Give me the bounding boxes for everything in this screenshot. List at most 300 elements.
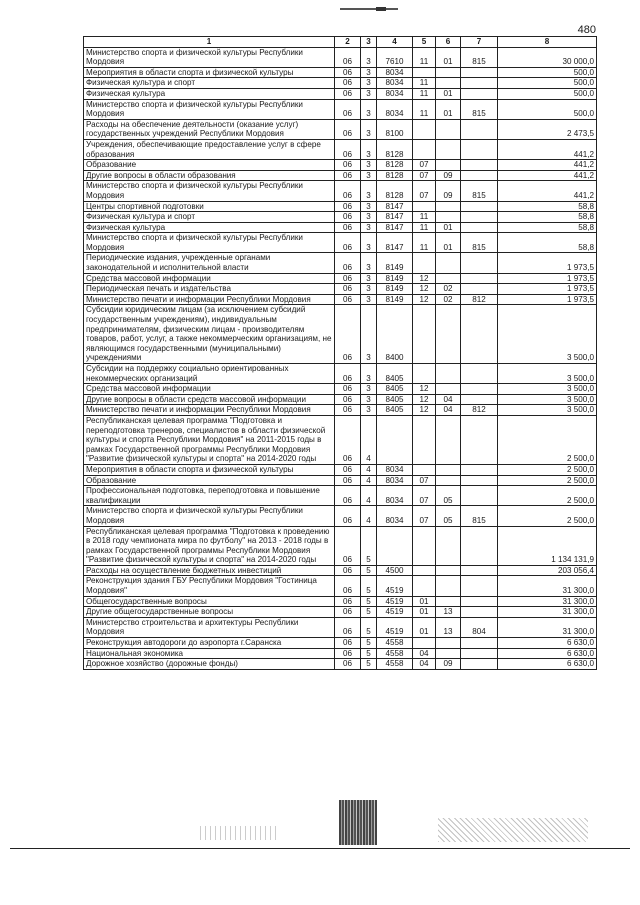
row-name: Министерство спорта и физической культуры Республики Мордовия <box>84 506 335 526</box>
code-cell: 4 <box>361 464 377 475</box>
amount-cell: 3 500,0 <box>498 364 597 384</box>
row-name: Министерство спорта и физической культуры Республики Мордовия <box>84 99 335 119</box>
code-cell <box>436 273 461 284</box>
table-row <box>84 67 597 78</box>
code-cell: 05 <box>436 486 461 506</box>
code-cell <box>413 576 436 596</box>
code-cell: 8405 <box>377 394 413 405</box>
column-header: 3 <box>361 37 377 48</box>
page-bottom-rule <box>10 848 630 849</box>
code-cell: 11 <box>413 212 436 223</box>
code-cell <box>461 170 498 181</box>
code-cell: 8149 <box>377 273 413 284</box>
code-cell <box>461 576 498 596</box>
code-cell: 09 <box>436 170 461 181</box>
code-cell: 4558 <box>377 659 413 670</box>
code-cell <box>436 119 461 139</box>
row-name: Другие общегосударственные вопросы <box>84 607 335 618</box>
code-cell: 09 <box>436 659 461 670</box>
code-cell <box>461 486 498 506</box>
column-header: 6 <box>436 37 461 48</box>
code-cell: 3 <box>361 273 377 284</box>
table-row <box>84 170 597 181</box>
table-row <box>84 486 597 506</box>
row-name: Республиканская целевая программа "Подготовка и переподготовка тренеров, специалистов в области физической культуры и спорта Республики Мордовия" на 2011-2015 годы в рамках Государственной программы Республики Мордовия "Развитие физической культуры и спорта" на 2014-2020 годы <box>84 415 335 464</box>
code-cell <box>436 596 461 607</box>
amount-cell: 30 000,0 <box>498 47 597 67</box>
code-cell: 06 <box>335 170 361 181</box>
code-cell: 815 <box>461 506 498 526</box>
row-name: Расходы на обеспечение деятельности (оказание услуг) государственных учреждений Республики Мордовия <box>84 119 335 139</box>
code-cell: 8149 <box>377 253 413 273</box>
scan-artifact <box>339 800 377 845</box>
code-cell: 8034 <box>377 88 413 99</box>
amount-cell: 2 500,0 <box>498 486 597 506</box>
table-row <box>84 565 597 576</box>
code-cell: 06 <box>335 596 361 607</box>
row-name: Физическая культура и спорт <box>84 78 335 89</box>
table-row <box>84 201 597 212</box>
code-cell: 5 <box>361 648 377 659</box>
amount-cell: 31 300,0 <box>498 576 597 596</box>
code-cell: 06 <box>335 88 361 99</box>
code-cell: 8128 <box>377 160 413 171</box>
table-row <box>84 659 597 670</box>
code-cell: 06 <box>335 506 361 526</box>
row-name: Профессиональная подготовка, переподготовка и повышение квалификации <box>84 486 335 506</box>
code-cell <box>436 475 461 486</box>
code-cell <box>377 526 413 565</box>
code-cell: 04 <box>413 648 436 659</box>
code-cell <box>461 648 498 659</box>
code-cell: 3 <box>361 78 377 89</box>
code-cell: 04 <box>413 659 436 670</box>
code-cell: 01 <box>436 99 461 119</box>
code-cell: 4519 <box>377 576 413 596</box>
row-name: Средства массовой информации <box>84 384 335 395</box>
code-cell <box>461 88 498 99</box>
code-cell: 12 <box>413 273 436 284</box>
code-cell <box>436 212 461 223</box>
code-cell <box>436 67 461 78</box>
code-cell <box>461 596 498 607</box>
table-row <box>84 233 597 253</box>
code-cell <box>461 222 498 233</box>
code-cell: 06 <box>335 415 361 464</box>
code-cell: 06 <box>335 607 361 618</box>
code-cell: 06 <box>335 160 361 171</box>
code-cell: 11 <box>413 88 436 99</box>
code-cell: 5 <box>361 607 377 618</box>
code-cell <box>436 305 461 364</box>
amount-cell: 1 973,5 <box>498 284 597 295</box>
code-cell: 8405 <box>377 364 413 384</box>
row-name: Субсидии на поддержку социально ориентированных некоммерческих организаций <box>84 364 335 384</box>
code-cell: 8034 <box>377 475 413 486</box>
amount-cell: 6 630,0 <box>498 659 597 670</box>
row-name: Физическая культура и спорт <box>84 212 335 223</box>
code-cell <box>436 565 461 576</box>
code-cell: 07 <box>413 475 436 486</box>
row-name: Образование <box>84 160 335 171</box>
code-cell: 4519 <box>377 617 413 637</box>
table-row <box>84 47 597 67</box>
code-cell: 11 <box>413 78 436 89</box>
header-row <box>84 37 597 48</box>
code-cell <box>461 384 498 395</box>
code-cell: 3 <box>361 170 377 181</box>
code-cell <box>461 638 498 649</box>
row-name: Национальная экономика <box>84 648 335 659</box>
code-cell <box>461 160 498 171</box>
code-cell <box>461 364 498 384</box>
table-row <box>84 607 597 618</box>
code-cell: 06 <box>335 181 361 201</box>
code-cell: 12 <box>413 405 436 416</box>
code-cell: 02 <box>436 294 461 305</box>
code-cell <box>461 659 498 670</box>
table-row <box>84 294 597 305</box>
code-cell: 09 <box>436 181 461 201</box>
column-header: 4 <box>377 37 413 48</box>
code-cell: 3 <box>361 305 377 364</box>
column-header: 8 <box>498 37 597 48</box>
code-cell: 3 <box>361 284 377 295</box>
row-name: Дорожное хозяйство (дорожные фонды) <box>84 659 335 670</box>
table-row <box>84 394 597 405</box>
table-row <box>84 181 597 201</box>
code-cell: 01 <box>413 596 436 607</box>
code-cell <box>413 119 436 139</box>
scan-artifact <box>200 826 280 840</box>
code-cell: 8147 <box>377 212 413 223</box>
code-cell: 13 <box>436 607 461 618</box>
code-cell <box>461 284 498 295</box>
code-cell: 06 <box>335 212 361 223</box>
row-name: Министерство спорта и физической культуры Республики Мордовия <box>84 233 335 253</box>
column-header: 1 <box>84 37 335 48</box>
code-cell: 02 <box>436 284 461 295</box>
code-cell: 4519 <box>377 596 413 607</box>
code-cell: 8034 <box>377 99 413 119</box>
table-row <box>84 596 597 607</box>
code-cell: 3 <box>361 405 377 416</box>
code-cell: 8034 <box>377 67 413 78</box>
code-cell <box>413 67 436 78</box>
code-cell <box>461 253 498 273</box>
code-cell: 3 <box>361 212 377 223</box>
code-cell: 06 <box>335 565 361 576</box>
amount-cell: 441,2 <box>498 160 597 171</box>
code-cell: 01 <box>436 88 461 99</box>
code-cell: 06 <box>335 576 361 596</box>
code-cell <box>436 415 461 464</box>
code-cell: 3 <box>361 222 377 233</box>
table-row <box>84 506 597 526</box>
code-cell <box>461 394 498 405</box>
code-cell: 815 <box>461 47 498 67</box>
code-cell <box>436 648 461 659</box>
code-cell: 7610 <box>377 47 413 67</box>
code-cell: 815 <box>461 181 498 201</box>
code-cell: 06 <box>335 405 361 416</box>
row-name: Реконструкция здания ГБУ Республики Мордовия "Гостиница Мордовия" <box>84 576 335 596</box>
code-cell: 8128 <box>377 139 413 159</box>
code-cell <box>461 526 498 565</box>
code-cell: 8149 <box>377 284 413 295</box>
code-cell: 3 <box>361 99 377 119</box>
table-row <box>84 305 597 364</box>
code-cell <box>413 526 436 565</box>
code-cell: 8147 <box>377 233 413 253</box>
table-row <box>84 139 597 159</box>
code-cell: 06 <box>335 99 361 119</box>
amount-cell: 2 500,0 <box>498 464 597 475</box>
code-cell: 04 <box>436 394 461 405</box>
row-name: Министерство спорта и физической культуры Республики Мордовия <box>84 181 335 201</box>
code-cell: 06 <box>335 526 361 565</box>
row-name: Субсидии юридическим лицам (за исключением субсидий государственным учреждениям), индивидуальным предпринимателям, физическим лицам - производителям товаров, работ, услуг, а также некоммерческим организациям, не являющимся государственными (муниципальными) учреждениями <box>84 305 335 364</box>
table-row <box>84 415 597 464</box>
row-name: Министерство печати и информации Республики Мордовия <box>84 405 335 416</box>
code-cell: 07 <box>413 170 436 181</box>
code-cell: 4 <box>361 486 377 506</box>
code-cell: 4558 <box>377 638 413 649</box>
code-cell: 3 <box>361 119 377 139</box>
code-cell: 06 <box>335 78 361 89</box>
table-row <box>84 526 597 565</box>
code-cell <box>461 273 498 284</box>
table-row <box>84 284 597 295</box>
code-cell: 06 <box>335 659 361 670</box>
code-cell: 5 <box>361 565 377 576</box>
code-cell: 4 <box>361 506 377 526</box>
table-row <box>84 384 597 395</box>
row-name: Физическая культура <box>84 88 335 99</box>
code-cell: 4519 <box>377 607 413 618</box>
code-cell: 5 <box>361 617 377 637</box>
table-row <box>84 273 597 284</box>
table-row <box>84 405 597 416</box>
code-cell: 3 <box>361 384 377 395</box>
table-row <box>84 78 597 89</box>
row-name: Министерство строительства и архитектуры Республики Мордовия <box>84 617 335 637</box>
code-cell: 8405 <box>377 384 413 395</box>
code-cell <box>461 78 498 89</box>
code-cell: 812 <box>461 405 498 416</box>
code-cell: 06 <box>335 119 361 139</box>
table-row <box>84 617 597 637</box>
amount-cell: 58,8 <box>498 212 597 223</box>
table-body <box>84 47 597 669</box>
row-name: Центры спортивной подготовки <box>84 201 335 212</box>
table-row <box>84 222 597 233</box>
code-cell: 13 <box>436 617 461 637</box>
row-name: Другие вопросы в области средств массовой информации <box>84 394 335 405</box>
code-cell: 06 <box>335 638 361 649</box>
code-cell: 815 <box>461 233 498 253</box>
code-cell <box>461 67 498 78</box>
code-cell: 11 <box>413 47 436 67</box>
code-cell <box>461 305 498 364</box>
code-cell: 3 <box>361 233 377 253</box>
row-name: Реконструкция автодороги до аэропорта г.Саранска <box>84 638 335 649</box>
code-cell: 06 <box>335 464 361 475</box>
code-cell <box>461 415 498 464</box>
code-cell: 4 <box>361 475 377 486</box>
code-cell: 01 <box>436 47 461 67</box>
code-cell: 8128 <box>377 181 413 201</box>
row-name: Периодические издания, учрежденные органами законодательной и исполнительной власти <box>84 253 335 273</box>
code-cell <box>436 364 461 384</box>
code-cell: 06 <box>335 67 361 78</box>
row-name: Расходы на осуществление бюджетных инвестиций <box>84 565 335 576</box>
code-cell: 06 <box>335 364 361 384</box>
code-cell <box>436 576 461 596</box>
code-cell <box>436 78 461 89</box>
row-name: Учреждения, обеспечивающие предоставление услуг в сфере образования <box>84 139 335 159</box>
code-cell: 8147 <box>377 201 413 212</box>
code-cell: 07 <box>413 160 436 171</box>
column-header: 7 <box>461 37 498 48</box>
row-name: Мероприятия в области спорта и физической культуры <box>84 67 335 78</box>
code-cell <box>436 201 461 212</box>
row-name: Министерство печати и информации Республики Мордовия <box>84 294 335 305</box>
code-cell <box>461 565 498 576</box>
amount-cell: 3 500,0 <box>498 394 597 405</box>
amount-cell: 1 973,5 <box>498 273 597 284</box>
table-row <box>84 475 597 486</box>
code-cell: 4558 <box>377 648 413 659</box>
code-cell: 11 <box>413 99 436 119</box>
code-cell <box>461 201 498 212</box>
row-name: Мероприятия в области спорта и физической культуры <box>84 464 335 475</box>
row-name: Физическая культура <box>84 222 335 233</box>
code-cell <box>436 464 461 475</box>
code-cell <box>436 526 461 565</box>
code-cell <box>436 638 461 649</box>
code-cell <box>413 305 436 364</box>
code-cell: 11 <box>413 233 436 253</box>
amount-cell: 500,0 <box>498 88 597 99</box>
code-cell: 3 <box>361 88 377 99</box>
code-cell: 8405 <box>377 405 413 416</box>
code-cell: 11 <box>413 222 436 233</box>
code-cell: 06 <box>335 253 361 273</box>
page-number: 480 <box>577 24 596 36</box>
code-cell: 12 <box>413 294 436 305</box>
code-cell: 8034 <box>377 464 413 475</box>
row-name: Средства массовой информации <box>84 273 335 284</box>
code-cell: 3 <box>361 364 377 384</box>
row-name: Министерство спорта и физической культуры Республики Мордовия <box>84 47 335 67</box>
code-cell: 5 <box>361 659 377 670</box>
table-row <box>84 464 597 475</box>
amount-cell: 2 473,5 <box>498 119 597 139</box>
amount-cell: 31 300,0 <box>498 596 597 607</box>
scan-artifact <box>438 818 588 842</box>
amount-cell: 58,8 <box>498 222 597 233</box>
code-cell: 12 <box>413 394 436 405</box>
table-row <box>84 364 597 384</box>
amount-cell: 441,2 <box>498 139 597 159</box>
code-cell: 06 <box>335 273 361 284</box>
code-cell: 8034 <box>377 506 413 526</box>
code-cell: 06 <box>335 233 361 253</box>
code-cell: 06 <box>335 617 361 637</box>
code-cell <box>436 160 461 171</box>
table-row <box>84 253 597 273</box>
amount-cell: 1 973,5 <box>498 294 597 305</box>
amount-cell: 1 973,5 <box>498 253 597 273</box>
code-cell: 8100 <box>377 119 413 139</box>
code-cell <box>377 415 413 464</box>
code-cell: 3 <box>361 201 377 212</box>
amount-cell: 203 056,4 <box>498 565 597 576</box>
amount-cell: 3 500,0 <box>498 305 597 364</box>
amount-cell: 2 500,0 <box>498 415 597 464</box>
code-cell: 01 <box>436 222 461 233</box>
column-header: 2 <box>335 37 361 48</box>
code-cell: 01 <box>413 617 436 637</box>
code-cell: 07 <box>413 506 436 526</box>
code-cell <box>413 638 436 649</box>
code-cell: 12 <box>413 384 436 395</box>
amount-cell: 2 500,0 <box>498 506 597 526</box>
code-cell: 12 <box>413 284 436 295</box>
row-name: Республиканская целевая программа "Подготовка к проведению в 2018 году чемпионата мира по футболу" на 2013 - 2018 годы в рамках Государственной программы Республики Мордовия "Развитие физической культуры и спорта" на 2014-2020 годы <box>84 526 335 565</box>
table-row <box>84 99 597 119</box>
code-cell: 05 <box>436 506 461 526</box>
code-cell <box>436 253 461 273</box>
code-cell <box>461 212 498 223</box>
code-cell: 8034 <box>377 486 413 506</box>
code-cell: 3 <box>361 253 377 273</box>
code-cell <box>436 139 461 159</box>
table-row <box>84 212 597 223</box>
amount-cell: 58,8 <box>498 233 597 253</box>
amount-cell: 1 134 131,9 <box>498 526 597 565</box>
code-cell: 01 <box>436 233 461 253</box>
code-cell: 07 <box>413 181 436 201</box>
code-cell: 06 <box>335 648 361 659</box>
amount-cell: 441,2 <box>498 181 597 201</box>
code-cell: 01 <box>413 607 436 618</box>
code-cell: 06 <box>335 47 361 67</box>
code-cell <box>413 253 436 273</box>
code-cell: 812 <box>461 294 498 305</box>
table-row <box>84 648 597 659</box>
code-cell: 5 <box>361 596 377 607</box>
code-cell: 3 <box>361 47 377 67</box>
row-name: Общегосударственные вопросы <box>84 596 335 607</box>
code-cell: 06 <box>335 305 361 364</box>
table-row <box>84 119 597 139</box>
row-name: Другие вопросы в области образования <box>84 170 335 181</box>
code-cell: 3 <box>361 394 377 405</box>
code-cell: 5 <box>361 526 377 565</box>
code-cell: 06 <box>335 294 361 305</box>
code-cell: 06 <box>335 222 361 233</box>
table-row <box>84 88 597 99</box>
amount-cell: 31 300,0 <box>498 607 597 618</box>
code-cell <box>413 364 436 384</box>
amount-cell: 3 500,0 <box>498 405 597 416</box>
code-cell <box>461 464 498 475</box>
code-cell <box>461 139 498 159</box>
code-cell <box>461 607 498 618</box>
code-cell <box>413 201 436 212</box>
